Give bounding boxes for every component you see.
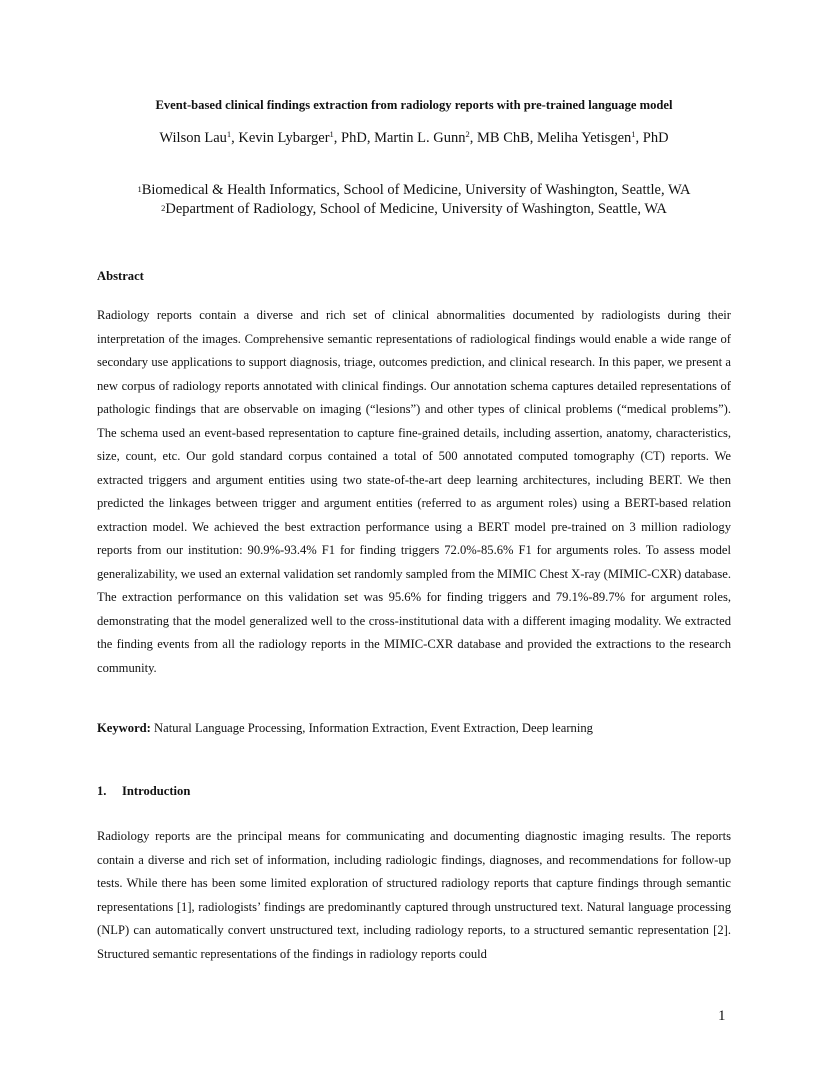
paper-title: Event-based clinical findings extraction from radiology reports with pre-trained language model xyxy=(155,98,673,112)
author-list: Wilson Lau$^1$, Kevin Lybarger$^1$, PhD, Martin L. Gunn$^2$, MB ChB, Meliha Yetisgen$^1$, PhD xyxy=(159,129,669,146)
abstract-text: Radiology reports contain a diverse and rich set of clinical abnormalities documented by radiologists during their interpretation of the images. Comprehensive semantic representations of radiological findings would enable a wide range of secondary use applications to support diagnosis, triage, outcomes prediction, and clinical research. In this paper, we present a new corpus of radiology reports annotated with clinical findings. Our annotation schema captures detailed representations of pathologic findings that are observable on imaging (“lesions”) and other types of clinical problems (“medical problems”). The schema used an event-based representation to capture fine-grained details, including assertion, anatomy, characteristics, size, count, etc. Our gold standard corpus contained a total of 500 annotated computed tomography (CT) reports. We extracted triggers and argument entities using two state-of-the-art deep learning architectures, including BERT. We then predicted the linkages between trigger and argument entities (referred to as argument roles) using a BERT-based relation extraction model. We achieved the best extraction performance using a BERT model pre-trained on 3 million radiology reports from our institution: 90.9%-93.4% F1 for finding triggers 72.0%-85.6% F1 for arguments roles. To assess model generalizability, we used an external validation set randomly sampled from the MIMIC Chest X-ray (MIMIC-CXR) database. The extraction performance on this validation set was 95.6% for finding triggers and 79.1%-89.7% for argument roles, demonstrating that the model generalized well to the cross-institutional data with a different imaging modality. We extracted the finding events from all the radiology reports in the MIMIC-CXR database and provided the extractions to the research community. xyxy=(97,308,731,675)
abstract-heading: Abstract xyxy=(97,269,144,283)
affiliation-1: $^1$Biomedical & Health Informatics, School of Medicine, University of Washington, Seattle, WA xyxy=(137,182,691,198)
author-2: Kevin Lybarger$^1$, PhD xyxy=(238,129,367,146)
author-1: Wilson Lau$^1$ xyxy=(159,129,232,146)
author-3: Martin L. Gunn$^2$, MB ChB xyxy=(374,129,530,146)
keywords-text: Natural Language Processing, Information Extraction, Event Extraction, Deep learning xyxy=(154,721,593,735)
section-heading-introduction xyxy=(97,784,190,799)
author-4: Meliha Yetisgen$^1$, PhD xyxy=(537,129,669,146)
keywords-label: Keyword: xyxy=(97,721,151,735)
section-title: Introduction xyxy=(122,784,191,798)
section-number: 1. xyxy=(97,784,107,798)
introduction-text: Radiology reports are the principal means for communicating and documenting diagnostic imaging results. The reports contain a diverse and rich set of information, including radiologic findings, diagnoses, and recommendations for follow-up tests. While there has been some limited exploration of structured radiology reports that capture findings through semantic representations [1], radiologists’ findings are predominantly captured through unstructured text. Natural language processing (NLP) can automatically convert unstructured text, including radiology reports, to a structured semantic representation [2]. Structured semantic representations of the findings in radiology reports could xyxy=(97,829,731,961)
affiliation-2: $^2$Department of Radiology, School of Medicine, University of Washington, Seattle, WA xyxy=(161,201,667,217)
keywords-line xyxy=(97,721,731,736)
page-number: 1 xyxy=(718,1008,726,1024)
